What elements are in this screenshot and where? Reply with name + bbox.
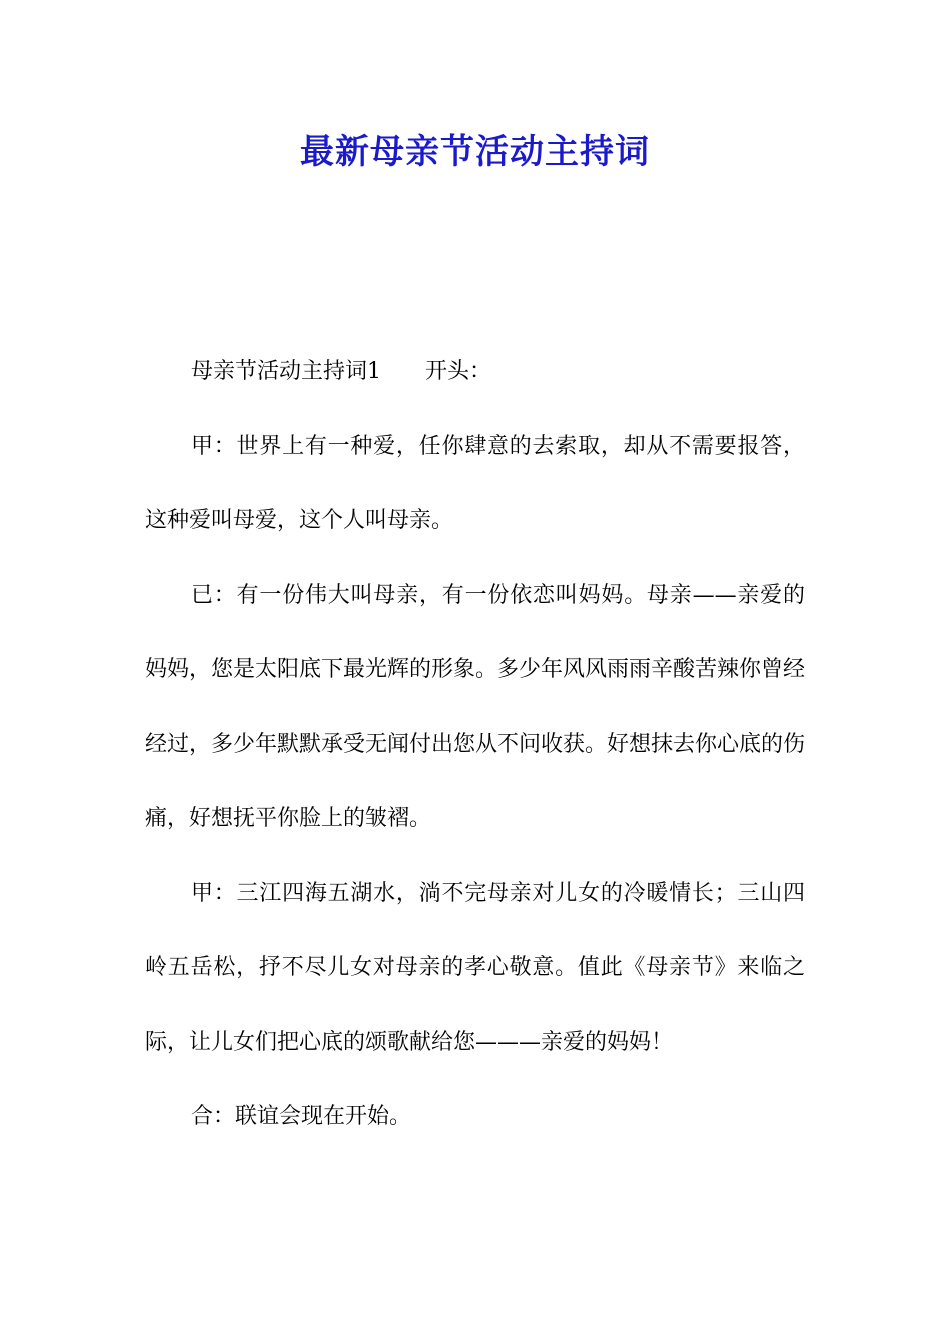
paragraph-2: 已：有一份伟大叫母亲，有一份依恋叫妈妈。母亲——亲爱的妈妈，您是太阳底下最光辉的形象。多少年风风雨雨辛酸苦辣你曾经经过，多少年默默承受无闻付出您从不问收获。好想抹去你心底的伤痛，好想抚平你脸上的皱褶。 — [145, 582, 806, 831]
section-heading — [145, 335, 805, 410]
document-title: 最新母亲节活动主持词 — [300, 132, 650, 172]
document-body — [145, 335, 805, 1155]
section-heading-sub: 开头： — [425, 359, 492, 384]
paragraph-4: 合：联谊会现在开始。 — [191, 1104, 412, 1129]
section-heading-label: 母亲节活动主持词1 — [191, 359, 381, 384]
paragraph-3: 甲：三江四海五湖水，淌不完母亲对儿女的冷暖情长；三山四岭五岳松，抒不尽儿女对母亲的孝心敬意。值此《母亲节》来临之际，让儿女们把心底的颂歌献给您———亲爱的妈妈！ — [145, 880, 805, 1055]
paragraph-1: 甲：世界上有一种爱，任你肆意的去索取，却从不需要报答，这种爱叫母爱，这个人叫母亲。 — [145, 433, 805, 533]
